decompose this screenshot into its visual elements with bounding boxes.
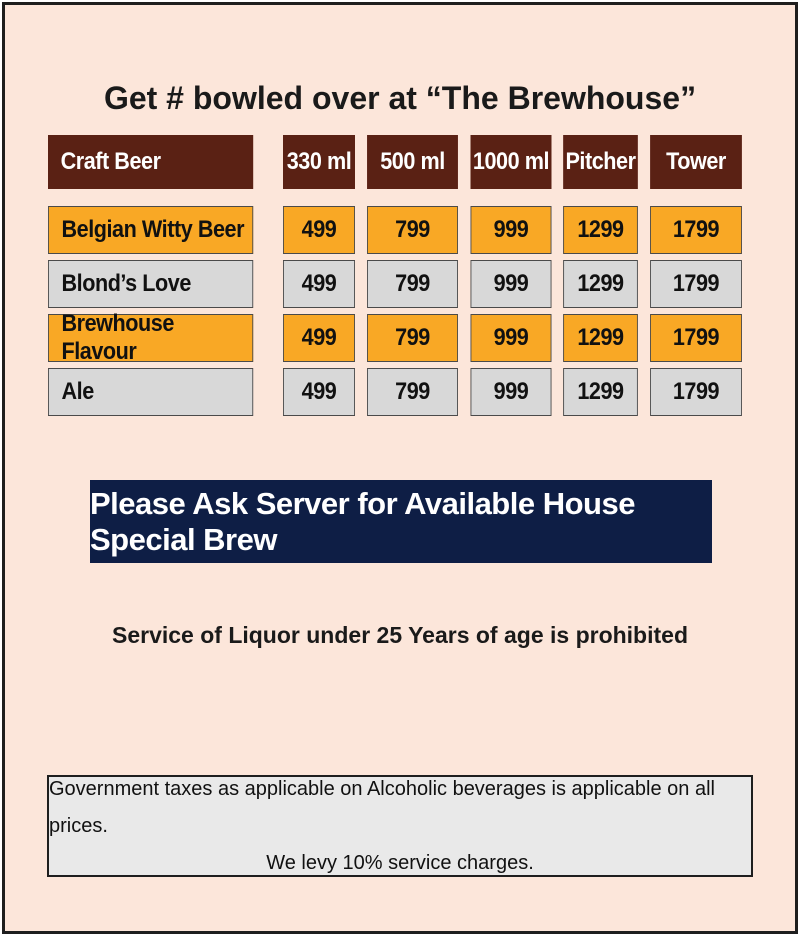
price-cell: 1799 [650, 260, 742, 308]
price-cell: 1299 [563, 206, 638, 254]
price-cell: 999 [471, 314, 552, 362]
price-cell: 499 [283, 260, 355, 308]
header-pitcher: Pitcher [563, 135, 638, 189]
menu-title: Get # bowled over at “The Brewhouse” [103, 80, 697, 116]
price-cell: 999 [471, 368, 552, 416]
header-330ml: 330 ml [283, 135, 355, 189]
price-cell: 499 [283, 314, 355, 362]
header-tower: Tower [650, 135, 742, 189]
price-cell: 499 [283, 206, 355, 254]
service-charge-line: We levy 10% service charges. [266, 851, 534, 874]
house-special-banner: Please Ask Server for Available House Special Brew [90, 480, 712, 563]
price-cell: 999 [471, 260, 552, 308]
tax-notice-line: Government taxes as applicable on Alcoholic beverages is applicable on all prices. [49, 777, 715, 837]
header-craft-beer: Craft Beer [48, 135, 253, 189]
price-cell: 799 [367, 206, 458, 254]
price-cell: 999 [471, 206, 552, 254]
beer-name-cell: Ale [48, 368, 253, 416]
menu-card [2, 2, 798, 934]
price-cell: 1299 [563, 260, 638, 308]
beer-name-cell: Brewhouse Flavour [48, 314, 253, 362]
price-cell: 499 [283, 368, 355, 416]
price-cell: 1799 [650, 368, 742, 416]
price-cell: 799 [367, 260, 458, 308]
price-cell: 1299 [563, 368, 638, 416]
price-cell: 1799 [650, 206, 742, 254]
beer-name-cell: Belgian Witty Beer [48, 206, 253, 254]
price-cell: 1799 [650, 314, 742, 362]
beer-name-cell: Blond’s Love [48, 260, 253, 308]
price-cell: 799 [367, 314, 458, 362]
price-cell: 799 [367, 368, 458, 416]
header-500ml: 500 ml [367, 135, 458, 189]
tax-notice-box [47, 775, 753, 877]
price-cell: 1299 [563, 314, 638, 362]
age-restriction-notice: Service of Liquor under 25 Years of age is prohibited [111, 622, 688, 648]
header-1000ml: 1000 ml [471, 135, 552, 189]
